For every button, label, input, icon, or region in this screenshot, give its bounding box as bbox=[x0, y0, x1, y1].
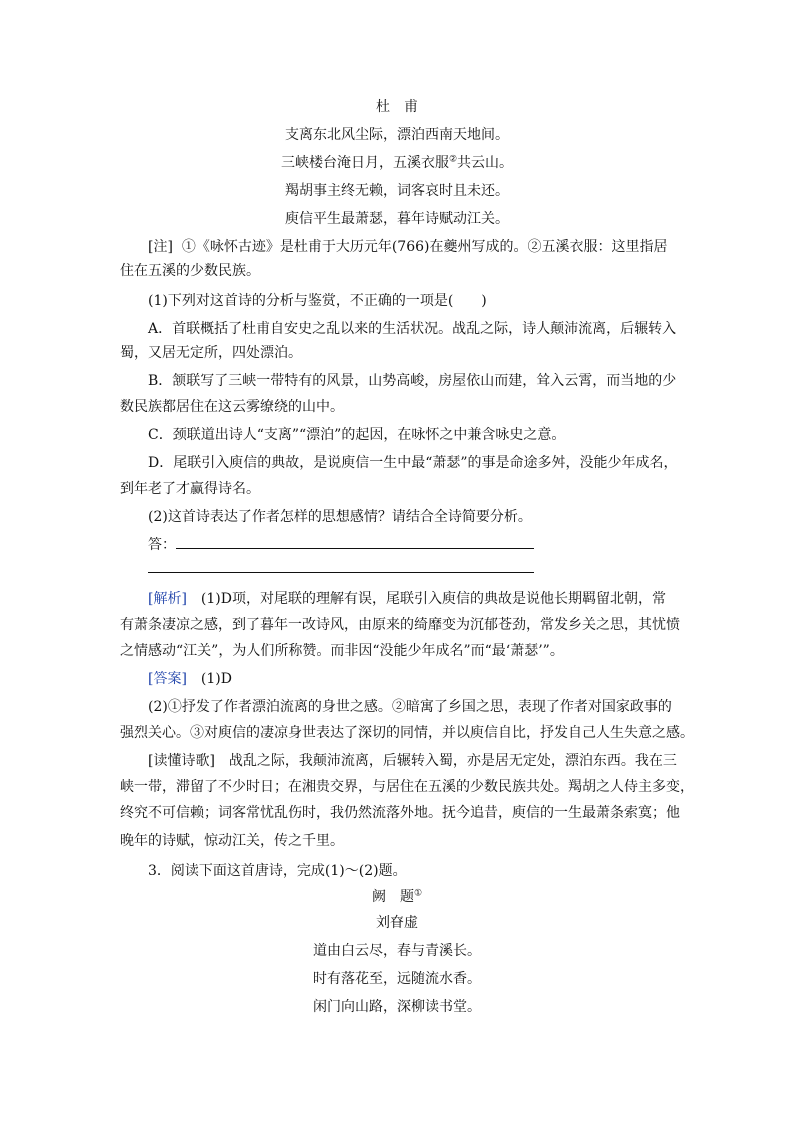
poem1-line-3: 羯胡事主终无赖，词客哀时且未还。 bbox=[285, 183, 509, 199]
q1-option-d-2: 到年老了才赢得诗名。 bbox=[120, 481, 260, 497]
q2-stem: (2)这首诗表达了作者怎样的思想感情？请结合全诗简要分析。 bbox=[148, 509, 532, 525]
q1-option-b-1: B．颔联写了三峡一带特有的风景，山势高峻，房屋依山而建，耸入云霄，而当地的少 bbox=[148, 373, 677, 389]
q1-option-d-1: D．尾联引入庾信的典故，是说庾信一生中最“萧瑟”的事是命途多舛，没能少年成名， bbox=[148, 455, 678, 471]
poem2-title: 阙 题① bbox=[371, 888, 423, 905]
q1-option-a-1: A．首联概括了杜甫自安史之乱以来的生活状况。战乱之际，诗人颠沛流离，后辗转入 bbox=[148, 321, 677, 337]
reading-line-3: 终究不可信赖；词客常忧乱伤时，我仍然流落外地。抚今追昔，庾信的一生最萧条索寞；他 bbox=[120, 805, 680, 821]
answer-line-2: (2)①抒发了作者漂泊流离的身世之感。②暗寓了乡国之思，表现了作者对国家政事的 bbox=[148, 699, 672, 715]
q1-option-c: C．颈联道出诗人“支离”“漂泊”的起因，在咏怀之中兼含咏史之意。 bbox=[148, 427, 566, 443]
footnote-mark: ② bbox=[448, 154, 458, 165]
poem1-line-4: 庾信平生最萧瑟，暮年诗赋动江关。 bbox=[285, 211, 509, 227]
poem2-line-2: 时有落花至，远随流水香。 bbox=[313, 971, 481, 987]
answer-label: [答案] bbox=[148, 671, 187, 687]
analysis-line-1: [解析] (1)D项，对尾联的理解有误，尾联引入庾信的典故是说他长期羁留北朝，常 bbox=[148, 591, 666, 607]
q1-stem: (1)下列对这首诗的分析与鉴赏，不正确的一项是( ) bbox=[148, 293, 487, 309]
poem1-line-1: 支离东北风尘际，漂泊西南天地间。 bbox=[285, 127, 509, 143]
q3-stem: 3．阅读下面这首唐诗，完成(1)～(2)题。 bbox=[148, 863, 407, 879]
poem2-line-1: 道由白云尽，春与青溪长。 bbox=[313, 943, 481, 959]
note-line-1: [注] ①《咏怀古迹》是杜甫于大历元年(766)在夔州写成的。②五溪衣服：这里指居 bbox=[148, 239, 668, 255]
q1-option-a-2: 蜀，又居无定所，四处漂泊。 bbox=[120, 345, 302, 361]
reading-line-1: [读懂诗歌] 战乱之际，我颠沛流离，后辗转入蜀，亦是居无定处，漂泊东西。我在三 bbox=[148, 753, 677, 769]
analysis-line-3: 之情感动“江关”，为人们所称赞。而非因“没能少年成名”而“最‘萧瑟’”。 bbox=[120, 643, 564, 659]
analysis-label: [解析] bbox=[148, 591, 187, 607]
note-label: [注] bbox=[148, 239, 173, 255]
poem2-author: 刘眘虚 bbox=[376, 915, 418, 931]
note-line-2: 住在五溪的少数民族。 bbox=[120, 263, 260, 279]
poem2-line-3: 闲门向山路，深柳读书堂。 bbox=[313, 999, 481, 1015]
reading-line-2: 峡一带，滞留了不少时日；在湘贵交界，与居住在五溪的少数民族共处。羯胡之人侍主多变， bbox=[120, 779, 694, 795]
poem1-line-2: 三峡楼台淹日月，五溪衣服②共云山。 bbox=[280, 154, 514, 171]
answer-line-3: 强烈关心。③对庾信的凄凉身世表达了深切的同情，并以庾信自比，抒发自己人生失意之感。 bbox=[120, 725, 694, 741]
poem1-author: 杜 甫 bbox=[376, 99, 418, 115]
answer-blank-line-1 bbox=[176, 548, 534, 549]
answer-line-1: [答案] (1)D bbox=[148, 671, 232, 687]
q2-answer-label: 答： bbox=[148, 537, 176, 553]
answer-blank-line-2 bbox=[148, 572, 534, 573]
footnote-mark: ① bbox=[413, 888, 423, 899]
q1-option-b-2: 数民族都居住在这云雾缭绕的山中。 bbox=[120, 399, 344, 415]
analysis-line-2: 有萧条凄凉之感，到了暮年一改诗风，由原来的绮靡变为沉郁苍劲，常发乡关之思，其忧愤 bbox=[120, 617, 680, 633]
reading-line-4: 晚年的诗赋，惊动江关，传之千里。 bbox=[120, 833, 344, 849]
reading-label: [读懂诗歌] bbox=[148, 753, 215, 769]
